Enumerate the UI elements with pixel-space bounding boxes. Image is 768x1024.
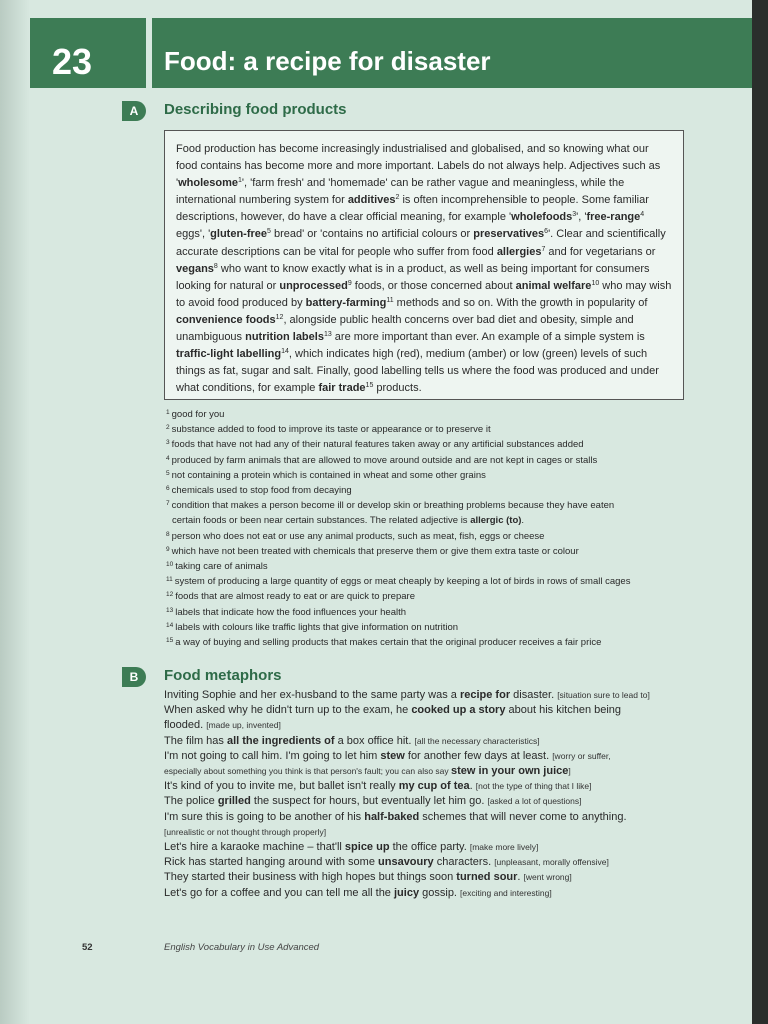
metaphor-text: Rick has started hanging around with some [164, 856, 379, 869]
footnote-item [166, 559, 706, 574]
metaphor-gloss: especially about something you think is that person's fault; you can also say [164, 766, 452, 777]
footnote-item [166, 437, 706, 452]
text-run: methods and so on. With the growth in popularity of [393, 296, 648, 309]
footnote-ref: 7 [541, 245, 546, 253]
metaphor-gloss: [exciting and interesting] [460, 887, 552, 898]
metaphor-text: disaster. [510, 689, 558, 701]
key-term: nutrition labels [245, 331, 324, 344]
metaphor-text: flooded. [164, 719, 207, 732]
key-term: traffic-light labelling [176, 348, 282, 361]
metaphor-term: juicy [394, 886, 420, 899]
text-run: '. Clear and scientifically accurate descriptions can be vital for people who suffer from food [176, 228, 666, 258]
metaphor-gloss: [situation sure to lead to] [557, 690, 650, 700]
footnote-number: 1 [166, 409, 170, 416]
footnote-ref: 11 [386, 296, 394, 304]
footnote-number: 9 [166, 545, 170, 553]
footnote-text: person who does not eat or use any animal products, such as meat, fish, eggs or cheese [171, 530, 545, 542]
header-divider [146, 18, 152, 88]
metaphor-line [164, 734, 709, 749]
metaphor-gloss: [all the necessary characteristics] [414, 735, 540, 746]
key-term: fair trade [318, 382, 366, 395]
reading-text-box [164, 130, 684, 400]
metaphor-gloss: [made up, invented] [206, 720, 281, 731]
page-number: 52 [82, 942, 93, 953]
key-term: unprocessed [279, 279, 348, 292]
metaphor-examples [164, 688, 709, 901]
text-run: eggs', ' [176, 228, 211, 241]
text-run: Food production has become increasingly industrialised and globalised, and so knowing what our food contains has become more and more important. Labels do not always help. Adjectives such as ' [176, 143, 661, 190]
key-term: wholesome [178, 177, 239, 190]
key-term: convenience foods [176, 313, 276, 326]
footnote-number: 6 [166, 485, 170, 493]
metaphor-term: spice up [344, 841, 390, 854]
footnote-number: 14 [166, 621, 174, 629]
metaphor-term: grilled [217, 795, 251, 808]
footnote-number: 13 [166, 606, 174, 614]
footnote-ref: 9 [347, 279, 352, 287]
page-edge-shadow [752, 0, 768, 1024]
metaphor-term: unsavoury [378, 856, 434, 869]
metaphor-term: all the ingredients of [226, 734, 335, 747]
metaphor-text: I'm sure this is going to be another of his [164, 810, 365, 823]
footnote-text: condition that makes a person become ill or develop skin or breathing problems because they have eaten [171, 500, 615, 512]
footnote-ref: 3 [572, 211, 577, 219]
footnote-text: labels with colours like traffic lights that give information on nutrition [175, 621, 459, 633]
metaphor-text: Inviting Sophie and her ex-husband to the same party was a [164, 689, 460, 701]
footnote-text: not containing a protein which is contained in wheat and some other grains [171, 469, 486, 481]
metaphor-line [164, 840, 709, 855]
text-run: are more important than ever. An example of a simple system is [331, 331, 645, 344]
footnote-text: substance added to food to improve its taste or appearance or to preserve it [171, 424, 491, 436]
metaphor-line [164, 855, 709, 870]
footnote-ref: 5 [267, 228, 271, 236]
metaphor-text: for another few days at least. [404, 749, 553, 762]
footnote-item [166, 468, 706, 483]
metaphor-gloss: [worry or suffer, [552, 750, 611, 761]
metaphor-text: Let's go for a coffee and you can tell me all the [164, 886, 394, 899]
section-a-tab: A [122, 101, 146, 121]
section-b-title: Food metaphors [164, 667, 282, 684]
footnote-item [166, 513, 706, 528]
metaphor-gloss: [unpleasant, morally offensive] [494, 857, 609, 868]
footnote-number: 8 [166, 530, 170, 538]
metaphor-line [164, 718, 709, 733]
metaphor-gloss: [not the type of thing that I like] [475, 781, 592, 792]
metaphor-line [164, 703, 709, 718]
metaphor-text: . [517, 871, 524, 884]
metaphor-text: When asked why he didn't turn up to the exam, he [164, 704, 412, 717]
footnote-text: chemicals used to stop food from decaying [171, 485, 352, 497]
footnote-ref: 6 [544, 228, 549, 236]
footnote-item [166, 529, 706, 544]
footnote-ref: 10 [591, 279, 600, 287]
footnote-number: 7 [166, 500, 170, 508]
footnote-item [166, 589, 706, 604]
footnote-text: labels that indicate how the food influences your health [175, 606, 407, 618]
key-term: gluten-free [210, 228, 268, 241]
metaphor-text: the suspect for hours, but eventually let him go. [250, 795, 488, 808]
footnote-item [166, 620, 706, 635]
footnote-text: a way of buying and selling products that makes certain that the original producer receives a fair price [175, 637, 602, 649]
metaphor-gloss: ] [568, 766, 571, 777]
metaphor-text: a box office hit. [334, 734, 415, 747]
footnote-item [166, 453, 706, 468]
unit-number: 23 [52, 41, 93, 82]
key-term: free-range [586, 211, 641, 224]
footnote-text: taking care of animals [175, 561, 268, 573]
footnote-text: which have not been treated with chemicals that preserve them or give them extra taste or colour [171, 545, 579, 557]
section-b-tab: B [122, 667, 146, 687]
metaphor-term: turned sour [456, 871, 518, 884]
unit-title: Food: a recipe for disaster [164, 46, 491, 76]
footnote-number: 12 [166, 591, 174, 599]
footnote-item [166, 574, 706, 589]
footnote-text: good for you [171, 409, 225, 420]
metaphor-gloss: [asked a lot of questions] [487, 796, 582, 807]
metaphor-text: characters. [433, 856, 495, 869]
key-term: preservatives [473, 228, 545, 241]
metaphor-gloss: [make more lively] [469, 842, 539, 853]
text-run: and for vegetarians or [545, 245, 656, 258]
text-run: , which indicates high (red), medium (amber) or low (green) levels of such things as fat, sugar and salt. Finally, good labelling tells us where the food was produced and under what conditions, for example [176, 348, 659, 395]
metaphor-text: They started their business with high hopes but things soon [164, 871, 457, 884]
footnote-ref: 8 [213, 262, 218, 270]
section-a-title: Describing food products [164, 101, 347, 118]
footnote-text: . [521, 515, 525, 527]
metaphor-line [164, 764, 709, 779]
metaphor-term: recipe for [459, 689, 511, 701]
text-run: who may wish to avoid food produced by [176, 279, 672, 309]
metaphor-term: stew [380, 749, 405, 762]
text-run: is often incomprehensible to people. Some familiar descriptions, however, do have a clear official meaning, for example ' [176, 194, 649, 224]
footnote-ref: 13 [323, 331, 332, 339]
metaphor-text: I'm not going to call him. I'm going to let him [164, 749, 381, 762]
footnote-bold-term: allergic (to) [470, 515, 522, 527]
footnote-ref: 1 [238, 177, 242, 185]
footnote-text: foods that are almost ready to eat or are quick to prepare [175, 591, 415, 603]
footnote-ref: 15 [365, 382, 374, 390]
metaphor-text: The film has [164, 734, 227, 747]
footnote-number: 4 [166, 454, 170, 462]
footnote-number: 15 [166, 637, 174, 645]
metaphor-text: about his kitchen being [505, 704, 622, 717]
metaphor-text: . [469, 780, 476, 793]
key-term: wholefoods [511, 211, 573, 224]
metaphor-text: gossip. [419, 886, 461, 899]
metaphor-line [164, 749, 709, 764]
footnote-text: system of producing a large quantity of eggs or meat cheaply by keeping a lot of birds in rows of small cages [174, 576, 631, 588]
footnote-number: 2 [166, 424, 170, 432]
footnote-item [166, 407, 706, 422]
footnote-item [166, 498, 706, 513]
footer-book-title: English Vocabulary in Use Advanced [164, 942, 320, 953]
metaphor-line [164, 870, 709, 885]
text-run: who want to know exactly what is in a product, as well as being important for consumers looking for natural or [176, 262, 650, 292]
footnote-number: 10 [166, 561, 174, 569]
footnote-ref: 12 [275, 313, 284, 321]
metaphor-text: The police [164, 795, 218, 808]
metaphor-line [164, 825, 709, 840]
footnote-item [166, 422, 706, 437]
key-term: battery-farming [305, 296, 387, 309]
key-term: vegans [176, 262, 214, 275]
metaphor-line [164, 794, 709, 809]
metaphor-line [164, 810, 709, 825]
text-run: , alongside public health concerns over bad diet and obesity, simple and unambiguous [176, 313, 634, 344]
key-term: allergies [496, 245, 542, 258]
footnote-ref: 4 [640, 211, 645, 219]
metaphor-line [164, 779, 709, 794]
metaphor-gloss: [unrealistic or not thought through properly] [164, 826, 327, 837]
text-run: foods, or those concerned about [351, 279, 516, 292]
footnote-ref: 2 [395, 194, 400, 202]
metaphor-gloss: [went wrong] [523, 872, 572, 883]
footnote-number: 11 [166, 576, 173, 584]
metaphor-text: the office party. [389, 841, 470, 854]
metaphor-line [164, 886, 709, 901]
footnote-text: foods that have not had any of their natural features taken away or any artificial substances added [171, 439, 584, 451]
reading-text [176, 141, 673, 397]
footnote-number: 5 [166, 469, 170, 477]
metaphor-text: It's kind of you to invite me, but ballet isn't really [164, 780, 399, 793]
metaphor-line [164, 688, 709, 703]
text-run: ', 'farm fresh' and 'homemade' can be rather vague and meaningless, while the international numbering system for [176, 177, 625, 207]
page-binding [0, 0, 30, 1024]
footnote-item [166, 544, 706, 559]
text-run: bread' or 'contains no artificial colours or [270, 228, 474, 241]
key-term: additives [347, 194, 396, 207]
footnote-item [166, 483, 706, 498]
key-term: animal welfare [515, 279, 592, 292]
text-run: ', ' [576, 211, 587, 224]
footnote-ref: 14 [281, 348, 289, 356]
metaphor-text: schemes that will never come to anything. [419, 810, 627, 823]
metaphor-term: half-baked [364, 810, 420, 823]
footnote-text: produced by farm animals that are allowed to move around outside and are not kept in cages or stalls [171, 454, 598, 466]
text-run: products. [373, 382, 422, 395]
footnote-text: certain foods or been near certain substances. The related adjective is [172, 515, 471, 527]
metaphor-term: my cup of tea [398, 780, 470, 793]
metaphor-term: cooked up a story [411, 704, 506, 717]
footnote-item [166, 605, 706, 620]
footnote-number: 3 [166, 439, 170, 447]
metaphor-term: stew in your own juice [451, 765, 569, 778]
metaphor-text: Let's hire a karaoke machine – that'll [164, 841, 345, 854]
footnote-item [166, 635, 706, 650]
footnotes-list [166, 407, 706, 650]
